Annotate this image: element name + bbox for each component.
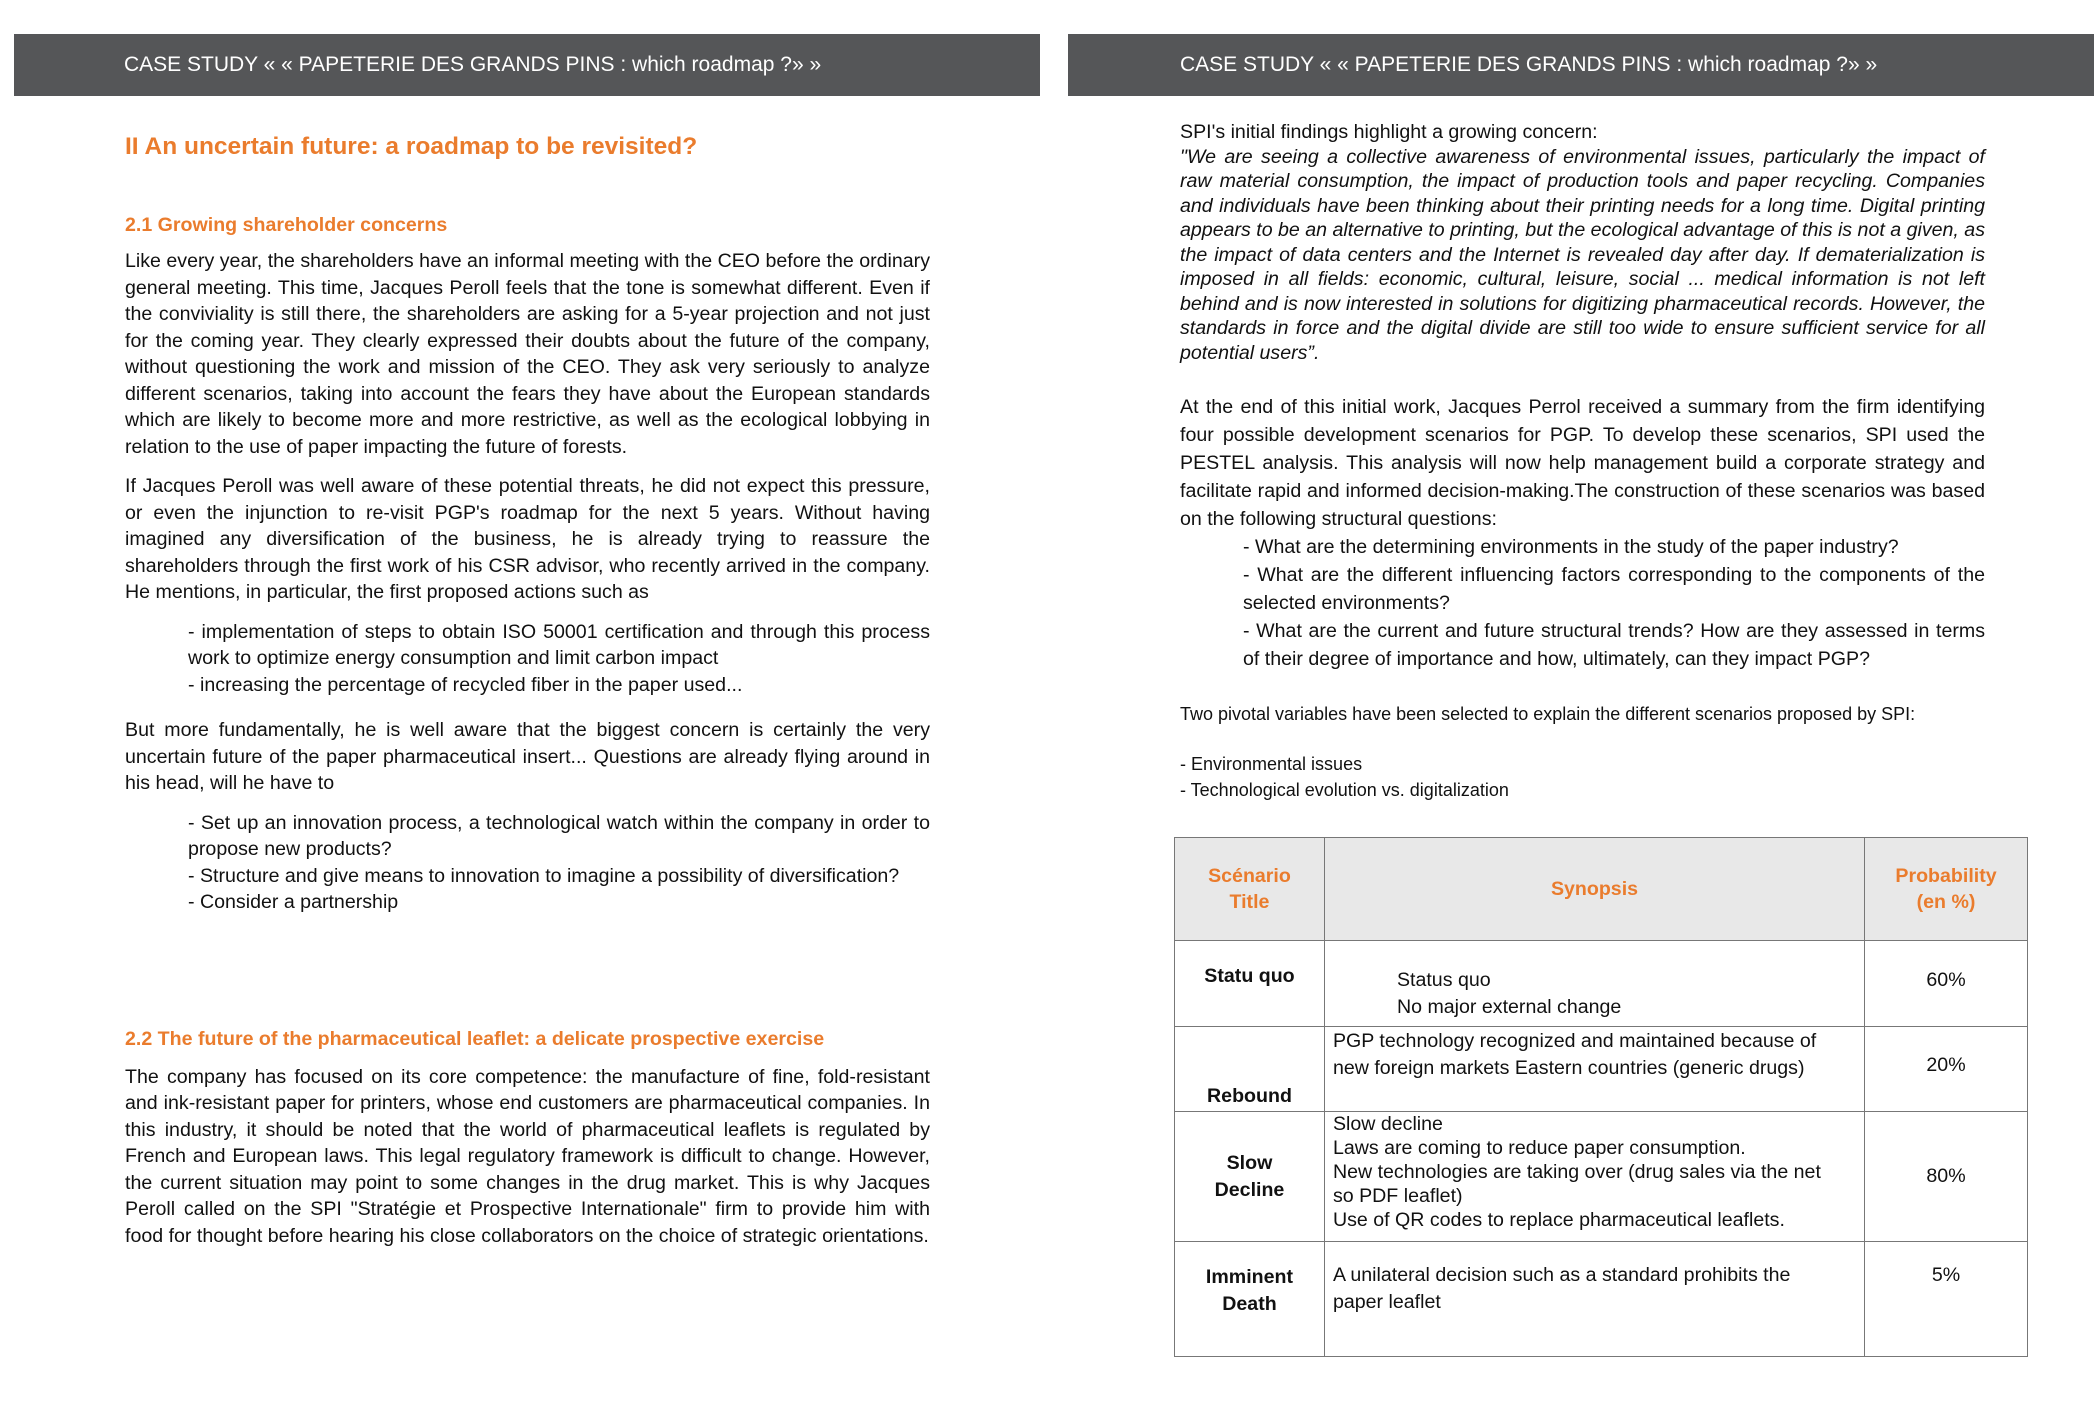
- paragraph: Like every year, the shareholders have an informal meeting with the CEO before the ordinary general meeting. This time, Jacques Peroll feels that the tone is somewhat different. Even if the conviviality is still there, the shareholders are asking for a 5-year projection and not just for the coming year. They clearly expressed their doubts about the future of the company, without questioning the work and mission of the CEO. They ask very seriously to analyze different scenarios, taking into account the fears they have about the European standards which are likely to become more and more restrictive, as well as the ecological lobbying in relation to the use of paper impacting the future of forests.: [125, 250, 930, 458]
- spi-quote: "We are seeing a collective awareness of environmental issues, particularly the impact of raw material consumption, the impact of production tools and paper recycling. Companies and individuals have been thinking about their printing needs for a long time. Digital printing appears to be an alternative to printing, but the ecological advantage of this is not a given, as the impact of data centers and the Internet is revealed day after day. If dematerialization is imposed in all fields: economic, cultural, leisure, social ... medical information is not left behind and is now interested in solutions for digitizing pharmaceutical records. However, the standards in force and the digital divide are still too wide to ensure sufficient service for all potential users”.: [1180, 145, 1985, 364]
- scenario-title: Slow Decline: [1175, 1112, 1325, 1242]
- paragraph: The company has focused on its core competence: the manufacture of fine, fold-resistant and ink-resistant paper for printers, whose end customers are pharmaceutical companies. In this industry, it should be noted that the world of pharmaceutical leaflets is regulated by French and European laws. This legal regulatory framework is difficult to change. However, the current situation may point to some changes in the drug market. This is why Jacques Peroll called on the SPI "Stratégie et Prospective Internationale" firm to provide him with food for thought before hearing his close collaborators on the choice of strategic orientations.: [125, 1065, 930, 1247]
- actions-list: [125, 619, 930, 699]
- column-header: Probability (en %): [1865, 838, 2028, 941]
- scenario-probability: 80%: [1865, 1112, 2028, 1242]
- list-item: - What are the current and future structural trends? How are they assessed in terms of their degree of importance and how, ultimately, can they impact PGP?: [1243, 620, 1985, 670]
- scenario-title: Statu quo: [1175, 941, 1325, 1027]
- list-item: - Set up an innovation process, a technological watch within the company in order to propose new products?: [188, 811, 930, 860]
- table-row: [1175, 1027, 2028, 1112]
- scenario-probability: 20%: [1865, 1027, 2028, 1112]
- synopsis-line: Status quo: [1396, 969, 1491, 991]
- subsection-title-2-2: 2.2 The future of the pharmaceutical leaflet: a delicate prospective exercise: [125, 1027, 825, 1050]
- list-item: - Structure and give means to innovation to imagine a possibility of diversification?: [188, 864, 900, 887]
- column-header: Synopsis: [1324, 838, 1864, 941]
- list-item: - increasing the percentage of recycled fiber in the paper used...: [188, 673, 743, 696]
- scenario-synopsis: [1324, 1112, 1864, 1242]
- list-item: - Technological evolution vs. digitalization: [1180, 780, 1509, 800]
- table-row: [1175, 1112, 2028, 1242]
- synopsis-line: New technologies are taking over (drug sales via the net so PDF leaflet): [1332, 1161, 1821, 1207]
- list-item: - Consider a partnership: [188, 891, 399, 913]
- table-row: [1175, 941, 2028, 1027]
- scenario-title: Rebound: [1175, 1027, 1325, 1112]
- paragraph: But more fundamentally, he is well aware that the biggest concern is certainly the very uncertain future of the paper pharmaceutical insert... Questions are already flying around in his head, will he have to: [125, 719, 930, 794]
- left-header-bar: CASE STUDY « « PAPETERIE DES GRANDS PINS : which roadmap ?» »: [14, 34, 1040, 96]
- scenario-synopsis: [1324, 1242, 1864, 1357]
- section-title: II An uncertain future: a roadmap to be revisited?: [125, 133, 698, 160]
- list-item: - What are the determining environments in the study of the paper industry?: [1243, 536, 1899, 558]
- synopsis-line: No major external change: [1396, 995, 1622, 1018]
- synopsis-line: Use of QR codes to replace pharmaceutical leaflets.: [1332, 1209, 1785, 1231]
- scenario-title: Imminent Death: [1175, 1242, 1325, 1357]
- left-content: [125, 132, 930, 1249]
- table-header-row: [1175, 838, 2028, 941]
- scenario-probability: 5%: [1865, 1242, 2028, 1357]
- list-item: - implementation of steps to obtain ISO 50001 certification and through this process work to optimize energy consumption and limit carbon impact: [188, 620, 930, 669]
- structural-questions: [1180, 533, 1985, 673]
- subsection-title-2-1: 2.1 Growing shareholder concerns: [125, 214, 448, 236]
- scenario-probability: 60%: [1865, 941, 2028, 1027]
- pivot-intro: Two pivotal variables have been selected to explain the different scenarios proposed by SPI:: [1180, 704, 1916, 724]
- scenario-table: [1174, 837, 2028, 1357]
- questions-list: [125, 810, 930, 916]
- synopsis-line: Slow decline: [1332, 1113, 1443, 1135]
- column-header: Scénario Title: [1175, 838, 1325, 941]
- list-item: - What are the different influencing factors corresponding to the components of the selected environments?: [1243, 564, 1985, 614]
- list-item: - Environmental issues: [1180, 754, 1363, 774]
- scenario-synopsis: [1324, 1027, 1864, 1112]
- scenario-synopsis: [1324, 941, 1864, 1027]
- paragraph: At the end of this initial work, Jacques Perrol received a summary from the firm identifying four possible development scenarios for PGP. To develop these scenarios, SPI used the PESTEL analysis. This analysis will now help management build a corporate strategy and facilitate rapid and informed decision-making.The construction of these scenarios was based on the following structural questions:: [1180, 396, 1985, 530]
- table-row: [1175, 1242, 2028, 1357]
- pivot-list: [1180, 751, 1985, 803]
- right-page: [1050, 0, 2100, 1420]
- right-header-bar: CASE STUDY « « PAPETERIE DES GRANDS PINS : which roadmap ?» »: [1068, 34, 2094, 96]
- synopsis-line: A unilateral decision such as a standard prohibits the paper leaflet: [1332, 1264, 1791, 1313]
- synopsis-line: Laws are coming to reduce paper consumption.: [1332, 1137, 1746, 1159]
- right-content: [1180, 120, 1997, 1357]
- intro-text: SPI's initial findings highlight a growing concern:: [1180, 121, 1598, 143]
- synopsis-line: PGP technology recognized and maintained because of new foreign markets Eastern countries (generic drugs): [1332, 1030, 1817, 1079]
- paragraph: If Jacques Peroll was well aware of these potential threats, he did not expect this pressure, or even the injunction to re-visit PGP's roadmap for the next 5 years. Without having imagined any diversification of the business, he is already trying to reassure the shareholders through the first work of his CSR advisor, who recently arrived in the company. He mentions, in particular, the first proposed actions such as: [125, 475, 930, 603]
